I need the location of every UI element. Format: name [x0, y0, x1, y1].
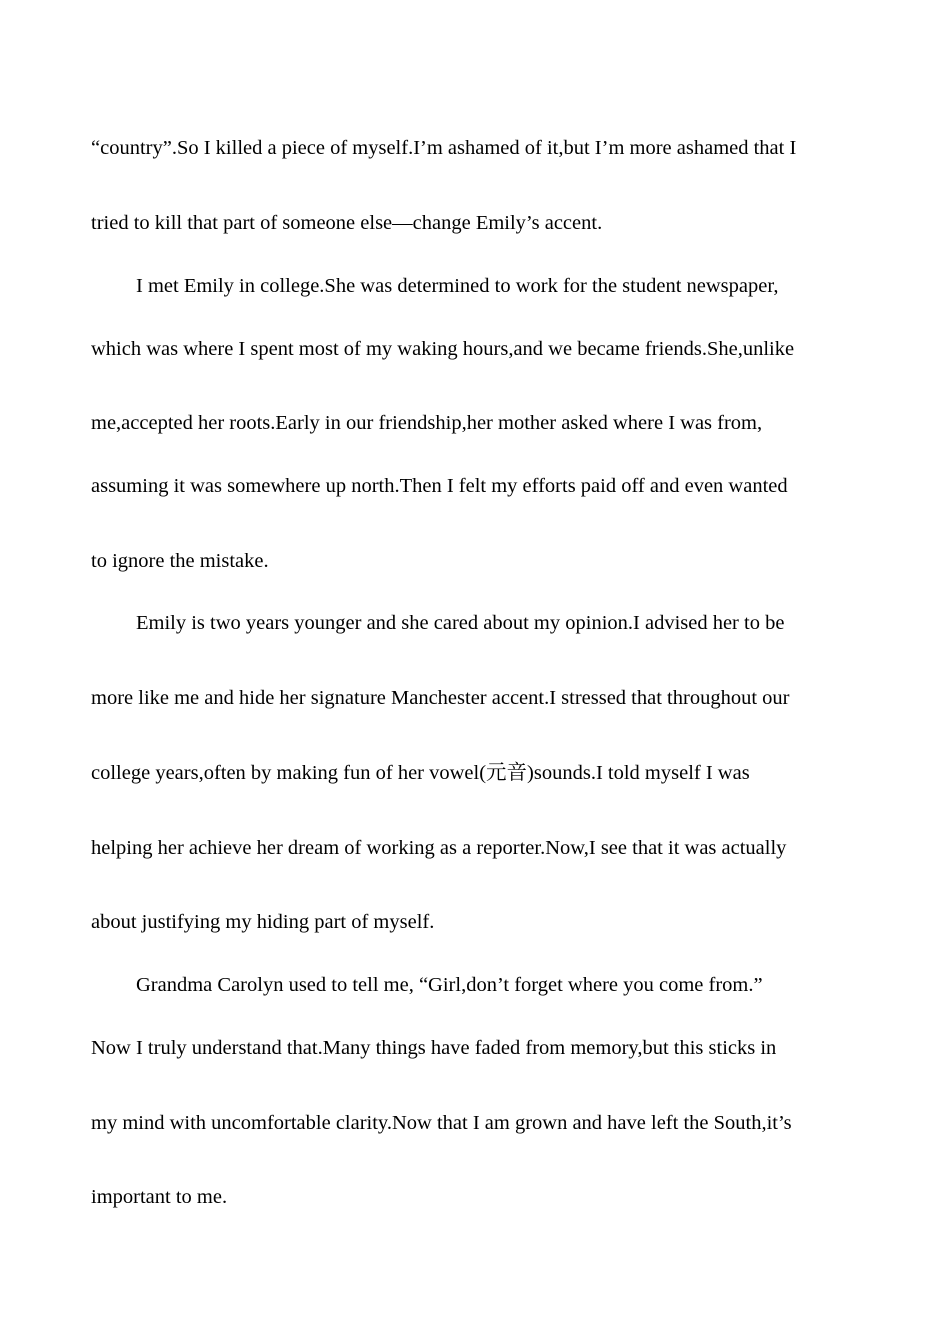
- text-line: assuming it was somewhere up north.Then I felt my efforts paid off and even wanted: [91, 475, 788, 497]
- paragraph-first-line: Grandma Carolyn used to tell me, “Girl,don’t forget where you come from.”: [136, 974, 763, 996]
- text-line: more like me and hide her signature Manchester accent.I stressed that throughout our: [91, 687, 790, 709]
- text-line: me,accepted her roots.Early in our friendship,her mother asked where I was from,: [91, 412, 763, 434]
- text-line: to ignore the mistake.: [91, 550, 269, 572]
- text-line: important to me.: [91, 1186, 228, 1208]
- text-line: helping her achieve her dream of working as a reporter.Now,I see that it was actually: [91, 837, 787, 859]
- paragraph-first-line: I met Emily in college.She was determined to work for the student newspaper,: [136, 275, 779, 297]
- text-line: tried to kill that part of someone else—change Emily’s accent.: [91, 212, 603, 234]
- text-line: about justifying my hiding part of myself.: [91, 911, 435, 933]
- text-line: “country”.So I killed a piece of myself.I’m ashamed of it,but I’m more ashamed that I: [91, 137, 797, 159]
- text-line: college years,often by making fun of her vowel(元音)sounds.I told myself I was: [91, 762, 750, 784]
- text-line: my mind with uncomfortable clarity.Now that I am grown and have left the South,it’s: [91, 1112, 792, 1134]
- paragraph-first-line: Emily is two years younger and she cared about my opinion.I advised her to be: [136, 612, 785, 634]
- text-line: which was where I spent most of my waking hours,and we became friends.She,unlike: [91, 338, 795, 360]
- text-line: Now I truly understand that.Many things have faded from memory,but this sticks in: [91, 1037, 777, 1059]
